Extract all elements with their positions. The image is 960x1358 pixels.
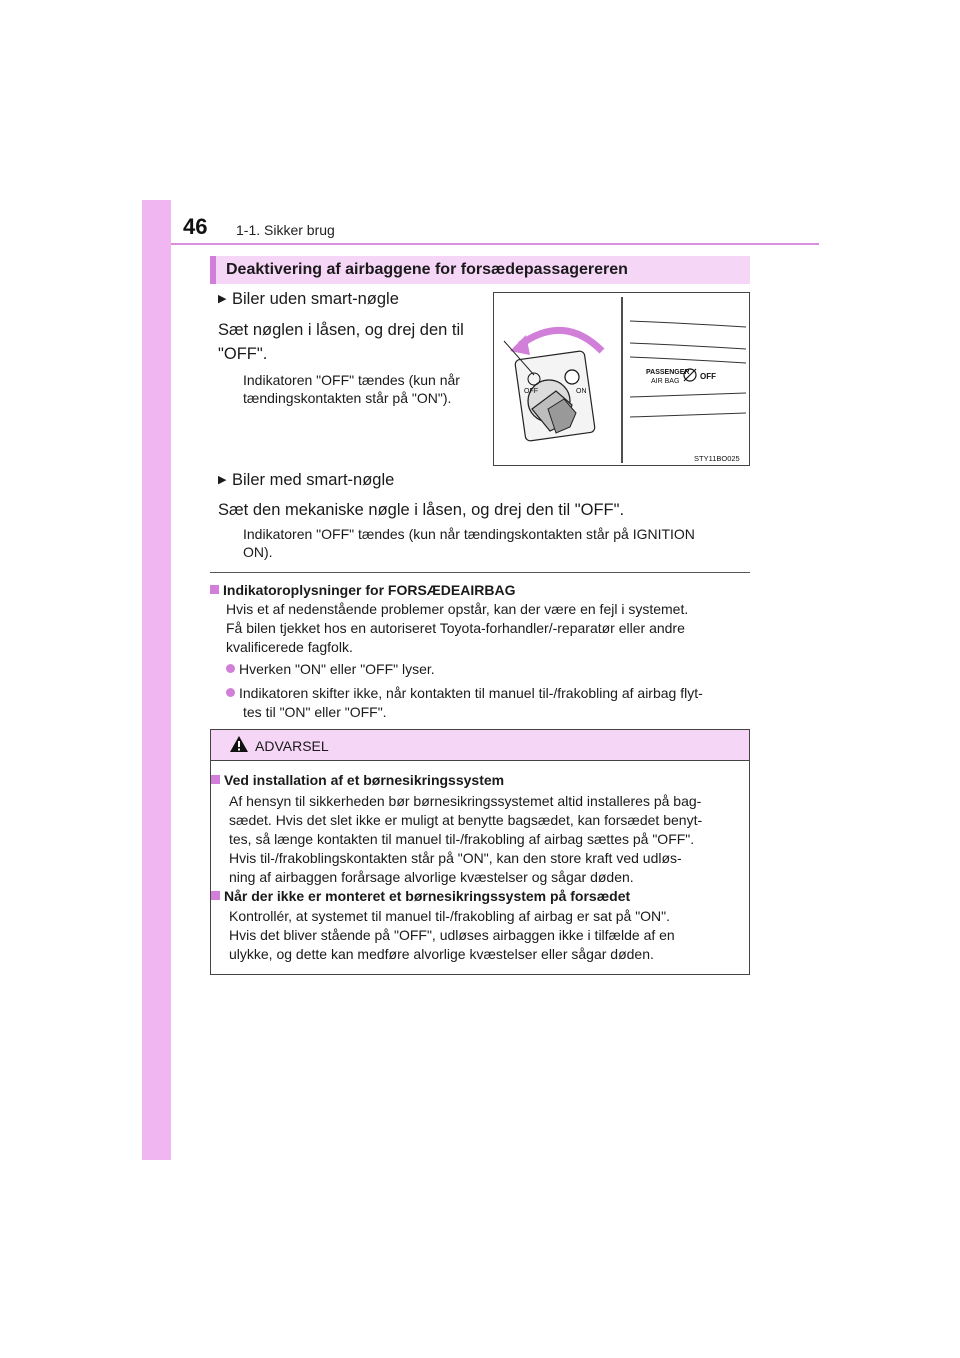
indicator-info-line3: kvalificerede fagfolk. <box>226 639 353 655</box>
warning-item1-line4: Hvis til-/frakoblingskontakten står på "ON", kan den store kraft ved udløs- <box>229 850 682 866</box>
warning-item1-line2: sædet. Hvis det slet ikke er muligt at benytte bagsædet, kan forsædet benyt- <box>229 812 703 828</box>
subheading-without-smart-key: ▶ Biler uden smart-nøgle <box>218 290 399 308</box>
round-bullet-icon <box>226 688 235 697</box>
warning-header <box>211 730 749 761</box>
warning-item2-title: Når der ikke er monteret et børnesikringssystem på forsædet <box>211 888 630 904</box>
header-rule <box>171 243 819 245</box>
warning-triangle-icon <box>229 735 249 753</box>
warning-item1-line1: Af hensyn til sikkerheden bør børnesikringssystemet altid installeres på bag- <box>229 793 702 809</box>
indicator-info-heading: Indikatoroplysninger for FORSÆDEAIRBAG <box>210 582 515 598</box>
warning-box <box>210 729 750 975</box>
warning-item2-line2: Hvis det bliver stående på "OFF", udløses airbaggen ikke i tilfælde af en <box>229 927 675 943</box>
subheading-with-smart-key: ▶ Biler med smart-nøgle <box>218 471 395 489</box>
svg-text:ON: ON <box>576 388 587 395</box>
indicator-bullet-1: Hverken "ON" eller "OFF" lyser. <box>226 660 435 679</box>
indicator-bullet-2-line2: tes til "ON" eller "OFF". <box>243 704 387 720</box>
warning-item1-line5: ning af airbaggen forårsage alvorlige kvæstelser og sågar døden. <box>229 869 634 885</box>
section-heading <box>210 256 750 284</box>
warning-item1-title: Ved installation af et børnesikringssystem <box>211 772 504 788</box>
switch-illustration <box>493 292 750 466</box>
svg-text:AIR BAG: AIR BAG <box>651 378 680 385</box>
round-bullet-icon <box>226 664 235 673</box>
airbag-switch-drawing <box>494 293 749 465</box>
square-bullet-icon <box>211 891 220 900</box>
page-number: 46 <box>183 214 208 239</box>
instruction-without-smart-key-line2: "OFF". <box>218 345 268 363</box>
indicator-bullet-2: Indikatoren skifter ikke, når kontakten til manuel til-/frakobling af airbag flyt- <box>226 684 703 703</box>
warning-item1-line3: tes, så længe kontakten til manuel til-/frakobling af airbag sættes på "OFF". <box>229 831 695 847</box>
warning-label: ADVARSEL <box>255 738 329 754</box>
svg-text:OFF: OFF <box>700 372 716 381</box>
instruction-with-smart-key: Sæt den mekaniske nøgle i låsen, og drej den til "OFF". <box>218 501 625 519</box>
svg-text:OFF: OFF <box>524 388 538 395</box>
figure-code: STY11BO025 <box>694 454 740 463</box>
chapter-sidebar-tab <box>142 200 171 1160</box>
indicator-info-line1: Hvis et af nedenstående problemer opstår, kan der være en fejl i systemet. <box>226 601 689 617</box>
square-bullet-icon <box>211 775 220 784</box>
section-divider <box>210 572 750 573</box>
triangle-bullet-icon: ▶ <box>218 293 227 305</box>
note-with-smart-key-line2: ON). <box>243 544 273 560</box>
square-bullet-icon <box>210 585 219 594</box>
instruction-without-smart-key-line1: Sæt nøglen i låsen, og drej den til <box>218 321 464 339</box>
warning-item2-line1: Kontrollér, at systemet til manuel til-/frakobling af airbag er sat på "ON". <box>229 908 671 924</box>
note-with-smart-key-line1: Indikatoren "OFF" tændes (kun når tændingskontakten står på IGNITION <box>243 526 695 542</box>
svg-text:PASSENGER: PASSENGER <box>646 369 690 376</box>
note-without-smart-key-line2: tændingskontakten står på "ON"). <box>243 390 452 406</box>
warning-item2-line3: ulykke, og dette kan medføre alvorlige kvæstelser eller sågar døden. <box>229 946 654 962</box>
note-without-smart-key-line1: Indikatoren "OFF" tændes (kun når <box>243 372 460 388</box>
indicator-info-line2: Få bilen tjekket hos en autoriseret Toyota-forhandler/-reparatør eller andre <box>226 620 685 636</box>
chapter-label: 1-1. Sikker brug <box>236 222 335 238</box>
triangle-bullet-icon: ▶ <box>218 474 227 486</box>
section-title: Deaktivering af airbaggene for forsædepassagereren <box>226 261 628 278</box>
